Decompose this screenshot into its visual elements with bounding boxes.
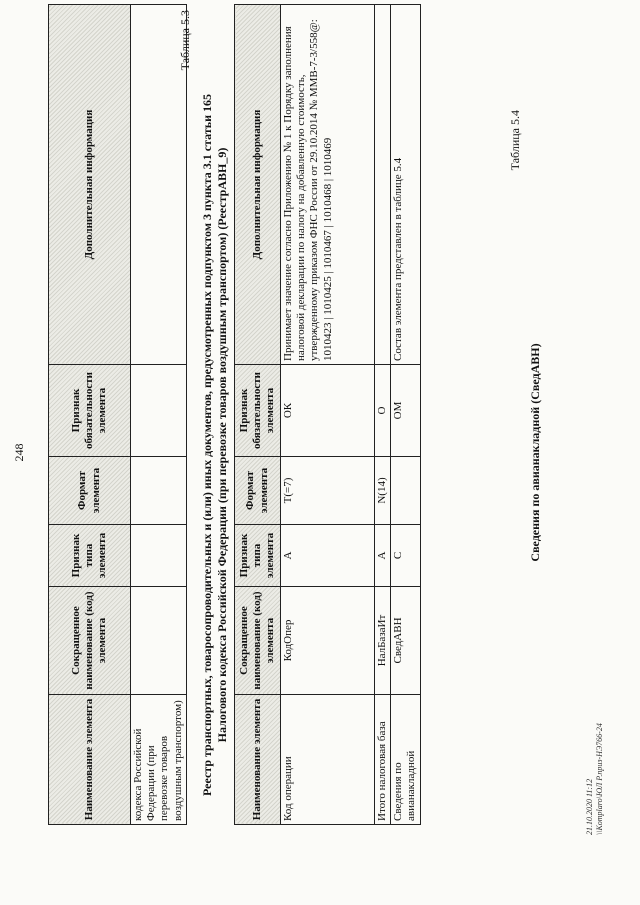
stamp-file-path: \\Komplaro\ЮЛ Р.приз-НЭ766-24 bbox=[594, 723, 604, 835]
cell-element-name: Сведения по авианакладной bbox=[391, 695, 420, 825]
header-element-name: Наименование элемента bbox=[235, 695, 281, 825]
table-5-4-title: Сведения по авианакладной (СведАВН) bbox=[528, 343, 542, 562]
page-number: 248 bbox=[12, 443, 26, 462]
cell-element-format: N(14) bbox=[375, 457, 391, 525]
cell-element-type: С bbox=[391, 525, 420, 587]
header-row bbox=[235, 5, 281, 825]
table-5-3-title: Реестр транспортных, товаросопроводительных и (или) иных документов, предусмотренных подпунктом 3 пункта 3.1 статьи 165 Налогового кодекса Российской Федерации (при перевозке товаров воздушным транспортом) (РеестрАВН_9) bbox=[200, 94, 229, 796]
cell-additional-info bbox=[375, 5, 391, 365]
cell-required-flag: ОК bbox=[281, 365, 375, 457]
table-5-3 bbox=[234, 4, 421, 825]
table-row bbox=[281, 5, 375, 825]
continued-table bbox=[48, 4, 187, 825]
cell-element-format: T(=7) bbox=[281, 457, 375, 525]
header-element-name: Наименование элемента bbox=[49, 695, 131, 825]
cell-element-code bbox=[131, 587, 187, 695]
table-row bbox=[131, 5, 187, 825]
cell-element-code: СведАВН bbox=[391, 587, 420, 695]
table-5-4-label: Таблица 5.4 bbox=[508, 110, 522, 171]
table-5-3-label: Таблица 5.3 bbox=[178, 10, 192, 71]
file-stamp bbox=[585, 723, 604, 835]
cell-element-type: А bbox=[375, 525, 391, 587]
header-element-type: Признак типа элемента bbox=[49, 525, 131, 587]
header-required-flag: Признак обязательности элемента bbox=[49, 365, 131, 457]
cell-element-format bbox=[391, 457, 420, 525]
cell-required-flag bbox=[131, 365, 187, 457]
cell-element-format bbox=[131, 457, 187, 525]
header-element-format: Формат элемента bbox=[235, 457, 281, 525]
cell-element-name: кодекса Российской Федерации (при перевозке товаров воздушным транспортом) bbox=[131, 695, 187, 825]
stamp-timestamp: 21.10.2020 11:12 bbox=[585, 778, 594, 835]
header-required-flag: Признак обязательности элемента bbox=[235, 365, 281, 457]
cell-element-code: НалБазаИт bbox=[375, 587, 391, 695]
header-additional-info: Дополнительная информация bbox=[235, 5, 281, 365]
header-element-format: Формат элемента bbox=[49, 457, 131, 525]
cell-required-flag: О bbox=[375, 365, 391, 457]
header-additional-info: Дополнительная информация bbox=[49, 5, 131, 365]
cell-element-type bbox=[131, 525, 187, 587]
cell-additional-info: Состав элемента представлен в таблице 5.4 bbox=[391, 5, 420, 365]
header-element-code: Сокращенное наименование (код) элемента bbox=[235, 587, 281, 695]
cell-additional-info: Принимает значение согласно Приложению № 1 к Порядку заполнения налоговой декларации по налогу на добавленную стоимость, утвержденному приказом ФНС России от 29.10.2014 № ММВ-7-3/558@: 1010423 | 1010425 | 1010467 | 1010468 | 1010469 bbox=[281, 5, 375, 365]
header-row bbox=[49, 5, 131, 825]
cell-element-code: КодОпер bbox=[281, 587, 375, 695]
cell-required-flag: ОМ bbox=[391, 365, 420, 457]
header-element-code: Сокращенное наименование (код) элемента bbox=[49, 587, 131, 695]
cell-element-name: Код операции bbox=[281, 695, 375, 825]
table-row bbox=[391, 5, 420, 825]
cell-element-type: А bbox=[281, 525, 375, 587]
header-element-type: Признак типа элемента bbox=[235, 525, 281, 587]
table-row bbox=[375, 5, 391, 825]
cell-element-name: Итого налоговая база bbox=[375, 695, 391, 825]
